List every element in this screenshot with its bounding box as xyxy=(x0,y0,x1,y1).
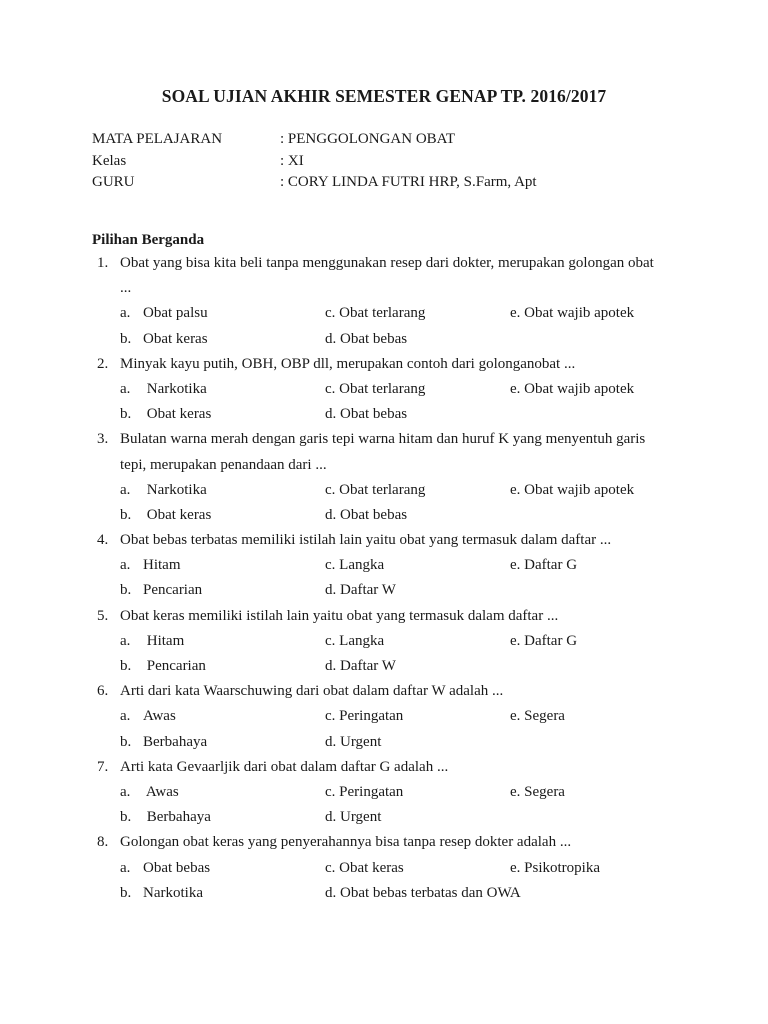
option-text: Narkotika xyxy=(143,380,207,397)
option-text: Obat keras xyxy=(143,506,212,523)
answer-option: e. Segera xyxy=(510,783,565,800)
option-text: Pencarian xyxy=(143,582,203,599)
exam-info xyxy=(92,129,537,194)
info-row-teacher xyxy=(92,172,537,194)
option-letter: a. xyxy=(120,380,131,397)
question-text: Obat keras memiliki istilah lain yaitu obat yang termasuk dalam daftar ... xyxy=(120,607,559,624)
option-row xyxy=(0,503,768,528)
option-text: Pencarian xyxy=(143,658,206,674)
answer-option: d. Obat bebas terbatas dan OWA xyxy=(325,884,521,901)
info-value: : CORY LINDA FUTRI HRP, S.Farm, Apt xyxy=(280,174,537,190)
answer-option: e. Daftar G xyxy=(510,632,578,649)
option-row xyxy=(0,730,768,755)
answer-option xyxy=(120,377,207,402)
question-number: 5. xyxy=(97,607,109,624)
answer-option: e. Segera xyxy=(510,708,565,725)
option-letter: b. xyxy=(120,809,132,826)
info-value: : XI xyxy=(280,152,304,169)
option-row xyxy=(0,327,768,352)
answer-option: d. Urgent xyxy=(325,809,382,826)
info-label: GURU xyxy=(92,174,135,190)
option-text: Hitam xyxy=(143,557,181,574)
info-label: MATA PELAJARAN xyxy=(92,131,223,147)
answer-option: d. Urgent xyxy=(325,733,382,750)
question-line xyxy=(0,679,768,704)
option-letter: a. xyxy=(120,859,131,876)
info-row-class xyxy=(92,151,537,173)
option-text: Narkotika xyxy=(143,884,203,901)
option-letter: b. xyxy=(120,406,132,423)
question-text: Arti kata Gevaarljik dari obat dalam daftar G adalah ... xyxy=(120,758,449,775)
answer-option: c. Peringatan xyxy=(325,783,404,800)
option-row xyxy=(0,553,768,578)
option-letter: b. xyxy=(120,658,132,674)
question-number: 6. xyxy=(97,683,109,700)
answer-option xyxy=(120,301,208,326)
option-letter: b. xyxy=(120,330,132,347)
answer-option xyxy=(120,402,211,427)
option-letter: a. xyxy=(120,481,131,498)
answer-option xyxy=(120,704,176,729)
answer-option: c. Obat terlarang xyxy=(325,380,426,397)
question-text: Golongan obat keras yang penyerahannya bisa tanpa resep dokter adalah ... xyxy=(120,834,572,851)
answer-option xyxy=(120,503,211,528)
question-number: 1. xyxy=(97,255,109,271)
answer-option: e. Obat wajib apotek xyxy=(510,481,635,498)
answer-option: c. Obat keras xyxy=(325,859,404,876)
section-title: Pilihan Berganda xyxy=(92,232,205,248)
option-row xyxy=(0,780,768,805)
question-text: Arti dari kata Waarschuwing dari obat dalam daftar W adalah ... xyxy=(120,683,504,700)
question-line xyxy=(0,830,768,855)
option-letter: b. xyxy=(120,582,132,599)
option-letter: a. xyxy=(120,783,131,800)
question-line xyxy=(0,427,768,452)
question-number: 3. xyxy=(97,431,109,448)
question-line xyxy=(0,755,768,780)
option-row xyxy=(0,856,768,881)
answer-option: e. Obat wajib apotek xyxy=(510,380,635,397)
question-line xyxy=(0,251,768,276)
option-letter: a. xyxy=(120,305,131,322)
question-list xyxy=(0,251,768,906)
answer-option xyxy=(120,578,202,603)
option-text: Hitam xyxy=(143,632,185,649)
option-text: Obat keras xyxy=(143,330,208,347)
answer-option xyxy=(120,478,207,503)
answer-option xyxy=(120,629,184,654)
answer-option: e. Obat wajib apotek xyxy=(510,305,635,322)
answer-option xyxy=(120,780,179,805)
answer-option: c. Obat terlarang xyxy=(325,305,426,322)
question-text: Bulatan warna merah dengan garis tepi warna hitam dan huruf K yang menyentuh garis xyxy=(120,431,646,448)
question-text: tepi, merupakan penandaan dari ... xyxy=(120,456,327,473)
option-text: Obat bebas xyxy=(143,859,211,876)
answer-option: d. Obat bebas xyxy=(325,406,408,423)
question-number: 7. xyxy=(97,758,109,775)
info-row-subject xyxy=(92,129,537,151)
option-text: Berbahaya xyxy=(143,733,208,750)
answer-option: d. Obat bebas xyxy=(325,506,408,523)
answer-option: c. Obat terlarang xyxy=(325,481,426,498)
answer-option: d. Daftar W xyxy=(325,658,396,674)
option-text: Berbahaya xyxy=(143,809,211,826)
answer-option xyxy=(120,730,207,755)
option-row xyxy=(0,478,768,503)
question-line xyxy=(0,528,768,553)
question-line xyxy=(0,453,768,478)
answer-option: e. Daftar G xyxy=(510,557,578,574)
option-row xyxy=(0,805,768,830)
option-row xyxy=(0,402,768,427)
answer-option: d. Obat bebas xyxy=(325,330,408,347)
option-text: Awas xyxy=(143,783,179,800)
option-row xyxy=(0,881,768,906)
question-text: Minyak kayu putih, OBH, OBP dll, merupakan contoh dari golonganobat ... xyxy=(120,355,576,372)
option-row xyxy=(0,704,768,729)
question-number: 2. xyxy=(97,355,109,372)
answer-option xyxy=(120,881,203,906)
question-line xyxy=(0,352,768,377)
option-letter: b. xyxy=(120,506,132,523)
question-text: Obat bebas terbatas memiliki istilah lain yaitu obat yang termasuk dalam daftar ... xyxy=(120,532,612,549)
question-number: 8. xyxy=(97,834,109,851)
option-row xyxy=(0,654,768,679)
answer-option xyxy=(120,654,206,679)
answer-option xyxy=(120,553,181,578)
option-row xyxy=(0,578,768,603)
question-number: 4. xyxy=(97,532,109,549)
answer-option xyxy=(120,856,210,881)
option-text: Narkotika xyxy=(143,481,207,498)
answer-option: c. Langka xyxy=(325,557,385,574)
answer-option: c. Peringatan xyxy=(325,708,404,725)
option-text: Awas xyxy=(143,708,176,725)
question-text: ... xyxy=(120,280,132,297)
page-title: SOAL UJIAN AKHIR SEMESTER GENAP TP. 2016/2017 xyxy=(161,86,607,106)
answer-option: c. Langka xyxy=(325,632,385,649)
info-value: : PENGGOLONGAN OBAT xyxy=(280,131,455,147)
info-label: Kelas xyxy=(92,152,127,169)
answer-option: e. Psikotropika xyxy=(510,859,600,876)
answer-option xyxy=(120,805,211,830)
option-letter: b. xyxy=(120,733,132,750)
option-row xyxy=(0,629,768,654)
option-row xyxy=(0,377,768,402)
option-letter: a. xyxy=(120,708,131,725)
question-text: Obat yang bisa kita beli tanpa menggunakan resep dari dokter, merupakan golongan obat xyxy=(120,255,654,271)
answer-option xyxy=(120,327,208,352)
option-text: Obat keras xyxy=(143,406,212,423)
option-letter: a. xyxy=(120,632,131,649)
option-text: Obat palsu xyxy=(143,305,208,322)
answer-option: d. Daftar W xyxy=(325,582,396,599)
option-letter: b. xyxy=(120,884,132,901)
question-line xyxy=(0,276,768,301)
option-letter: a. xyxy=(120,557,131,574)
question-line xyxy=(0,604,768,629)
option-row xyxy=(0,301,768,326)
